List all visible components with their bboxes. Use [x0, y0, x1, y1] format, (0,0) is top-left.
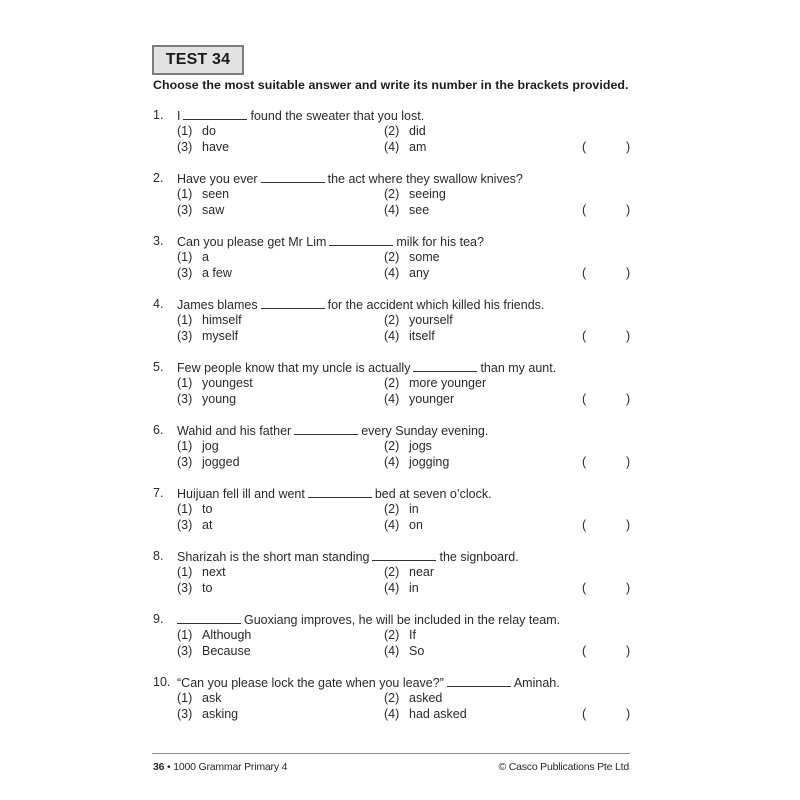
option-text: jogging: [409, 455, 450, 469]
option-2: [384, 439, 432, 453]
question-item: [0, 486, 800, 536]
option-label: (1): [177, 124, 193, 138]
stem-after-blank: for the accident which killed his friends.: [327, 298, 545, 312]
option-text: did: [409, 124, 426, 138]
option-text: asking: [202, 707, 239, 721]
stem-before-blank: Can you please get Mr Lim: [177, 235, 327, 249]
answer-bracket-field[interactable]: [590, 516, 622, 532]
question-item: [0, 234, 800, 284]
stem-after-blank: found the sweater that you lost.: [250, 109, 425, 123]
option-text: do: [202, 124, 216, 138]
option-label: (2): [384, 691, 400, 705]
option-text: see: [409, 203, 430, 217]
option-label: (3): [177, 455, 193, 469]
bracket-close: ): [626, 518, 631, 532]
option-text: at: [202, 518, 213, 532]
option-1: [177, 691, 221, 705]
option-label: (1): [177, 691, 193, 705]
answer-blank: [261, 171, 325, 183]
option-label: (3): [177, 707, 193, 721]
option-label: (4): [384, 581, 400, 595]
bracket-close: ): [626, 329, 631, 343]
option-1: [177, 376, 253, 390]
option-label: (1): [177, 502, 193, 516]
question-number: 6.: [153, 423, 164, 437]
option-2: [384, 250, 440, 264]
question-stem: [177, 612, 560, 627]
question-number: 8.: [153, 549, 164, 563]
option-label: (2): [384, 628, 400, 642]
question-item: [0, 675, 800, 725]
bracket-open: (: [582, 581, 587, 595]
option-4: [384, 266, 429, 280]
option-1: [177, 502, 212, 516]
bracket-close: ): [626, 707, 631, 721]
stem-after-blank: the signboard.: [439, 550, 519, 564]
question-number: 7.: [153, 486, 164, 500]
option-text: young: [202, 392, 237, 406]
option-text: had asked: [409, 707, 467, 721]
option-3: [177, 455, 240, 469]
question-item: [0, 171, 800, 221]
option-3: [177, 707, 238, 721]
footer-separator: •: [167, 761, 171, 773]
answer-bracket-field[interactable]: [590, 390, 622, 406]
option-text: asked: [409, 691, 443, 705]
bracket-open: (: [582, 455, 587, 469]
answer-bracket-field[interactable]: [590, 138, 622, 154]
option-text: Although: [202, 628, 252, 642]
answer-blank: [372, 549, 436, 561]
stem-before-blank: Sharizah is the short man standing: [177, 550, 370, 564]
instructions: Choose the most suitable answer and write its number in the brackets provided.: [153, 78, 629, 92]
book-title: 1000 Grammar Primary 4: [173, 761, 288, 773]
question-item: [0, 423, 800, 473]
option-4: [384, 455, 449, 469]
option-4: [384, 140, 426, 154]
question-number: 4.: [153, 297, 164, 311]
stem-after-blank: every Sunday evening.: [361, 424, 489, 438]
page-number: 36: [153, 761, 165, 773]
option-label: (3): [177, 581, 193, 595]
stem-after-blank: Aminah.: [513, 676, 560, 690]
answer-blank: [177, 612, 241, 624]
option-label: (1): [177, 565, 193, 579]
stem-before-blank: I: [177, 109, 181, 123]
option-1: [177, 187, 229, 201]
option-3: [177, 203, 224, 217]
option-text: to: [202, 581, 213, 595]
option-1: [177, 124, 216, 138]
option-text: in: [409, 581, 419, 595]
option-text: any: [409, 266, 430, 280]
option-label: (1): [177, 439, 193, 453]
option-text: So: [409, 644, 425, 658]
option-text: himself: [202, 313, 242, 327]
option-label: (4): [384, 707, 400, 721]
question-number: 3.: [153, 234, 164, 248]
option-2: [384, 124, 426, 138]
option-label: (2): [384, 502, 400, 516]
answer-blank: [329, 234, 393, 246]
stem-after-blank: than my aunt.: [480, 361, 557, 375]
option-text: jog: [202, 439, 219, 453]
stem-after-blank: bed at seven o’clock.: [374, 487, 492, 501]
answer-bracket-field[interactable]: [590, 579, 622, 595]
question-number: 2.: [153, 171, 164, 185]
answer-bracket-field[interactable]: [590, 264, 622, 280]
option-label: (2): [384, 376, 400, 390]
option-text: seeing: [409, 187, 446, 201]
option-3: [177, 266, 232, 280]
option-text: jogs: [409, 439, 432, 453]
question-number: 9.: [153, 612, 164, 626]
question-number: 5.: [153, 360, 164, 374]
option-label: (2): [384, 124, 400, 138]
option-1: [177, 250, 209, 264]
option-label: (3): [177, 203, 193, 217]
option-label: (2): [384, 187, 400, 201]
option-text: a: [202, 250, 209, 264]
option-label: (1): [177, 187, 193, 201]
question-item: [0, 612, 800, 662]
option-3: [177, 518, 212, 532]
stem-after-blank: the act where they swallow knives?: [327, 172, 523, 186]
answer-bracket-field[interactable]: [590, 642, 622, 658]
option-text: am: [409, 140, 427, 154]
option-2: [384, 376, 486, 390]
option-1: [177, 565, 226, 579]
question-stem: [177, 297, 544, 312]
option-3: [177, 392, 236, 406]
option-label: (2): [384, 250, 400, 264]
question-stem: [177, 234, 484, 249]
option-text: itself: [409, 329, 435, 343]
option-label: (2): [384, 313, 400, 327]
option-text: to: [202, 502, 213, 516]
question-item: [0, 549, 800, 599]
option-label: (3): [177, 644, 193, 658]
option-label: (1): [177, 628, 193, 642]
option-label: (2): [384, 565, 400, 579]
stem-after-blank: milk for his tea?: [396, 235, 484, 249]
option-label: (1): [177, 376, 193, 390]
question-number: 1.: [153, 108, 164, 122]
option-2: [384, 628, 416, 642]
option-text: ask: [202, 691, 222, 705]
option-text: more younger: [409, 376, 487, 390]
option-2: [384, 691, 442, 705]
option-text: youngest: [202, 376, 253, 390]
option-label: (4): [384, 392, 400, 406]
option-1: [177, 439, 219, 453]
option-label: (4): [384, 140, 400, 154]
question-stem: [177, 108, 424, 123]
option-text: in: [409, 502, 419, 516]
option-2: [384, 565, 434, 579]
option-3: [177, 581, 212, 595]
option-label: (1): [177, 250, 193, 264]
question-number: 10.: [153, 675, 171, 689]
option-text: younger: [409, 392, 455, 406]
option-label: (3): [177, 266, 193, 280]
option-label: (3): [177, 329, 193, 343]
option-text: some: [409, 250, 440, 264]
bracket-open: (: [582, 518, 587, 532]
option-text: jogged: [202, 455, 240, 469]
bracket-open: (: [582, 644, 587, 658]
option-text: near: [409, 565, 435, 579]
option-2: [384, 313, 453, 327]
option-4: [384, 392, 454, 406]
option-2: [384, 187, 446, 201]
option-1: [177, 628, 251, 642]
option-4: [384, 203, 429, 217]
stem-after-blank: Guoxiang improves, he will be included in the relay team.: [244, 613, 561, 627]
question-stem: [177, 675, 560, 690]
option-label: (4): [384, 644, 400, 658]
option-label: (3): [177, 518, 193, 532]
stem-before-blank: Few people know that my uncle is actually: [177, 361, 411, 375]
question-stem: [177, 549, 519, 564]
option-text: seen: [202, 187, 230, 201]
option-text: on: [409, 518, 423, 532]
question-item: [0, 360, 800, 410]
option-label: (1): [177, 313, 193, 327]
option-3: [177, 644, 251, 658]
question-stem: [177, 171, 523, 186]
option-text: myself: [202, 329, 239, 343]
test-title: TEST 34: [152, 45, 244, 75]
copyright: © Casco Publications Pte Ltd: [498, 761, 629, 773]
option-label: (3): [177, 392, 193, 406]
footer-divider: [152, 753, 630, 754]
bracket-close: ): [626, 140, 631, 154]
option-label: (4): [384, 266, 400, 280]
answer-bracket-field[interactable]: [590, 453, 622, 469]
answer-blank: [183, 108, 247, 120]
answer-blank: [413, 360, 477, 372]
option-2: [384, 502, 419, 516]
option-text: If: [409, 628, 416, 642]
footer-left: [153, 761, 287, 773]
bracket-open: (: [582, 707, 587, 721]
option-3: [177, 140, 229, 154]
answer-blank: [308, 486, 372, 498]
answer-bracket-field[interactable]: [590, 327, 622, 343]
question-stem: [177, 486, 492, 501]
bracket-open: (: [582, 266, 587, 280]
option-1: [177, 313, 242, 327]
option-text: a few: [202, 266, 232, 280]
bracket-open: (: [582, 140, 587, 154]
bracket-close: ): [626, 392, 631, 406]
option-text: have: [202, 140, 230, 154]
question-item: [0, 297, 800, 347]
stem-before-blank: Have you ever: [177, 172, 258, 186]
option-label: (4): [384, 203, 400, 217]
option-3: [177, 329, 238, 343]
question-item: [0, 108, 800, 158]
question-stem: [177, 360, 556, 375]
option-4: [384, 518, 423, 532]
bracket-close: ): [626, 203, 631, 217]
bracket-close: ): [626, 644, 631, 658]
option-text: yourself: [409, 313, 453, 327]
option-label: (2): [384, 439, 400, 453]
option-label: (3): [177, 140, 193, 154]
option-4: [384, 329, 435, 343]
option-label: (4): [384, 329, 400, 343]
stem-before-blank: Wahid and his father: [177, 424, 292, 438]
option-text: Because: [202, 644, 251, 658]
option-label: (4): [384, 455, 400, 469]
question-stem: [177, 423, 488, 438]
bracket-close: ): [626, 455, 631, 469]
option-text: saw: [202, 203, 225, 217]
bracket-open: (: [582, 329, 587, 343]
bracket-open: (: [582, 392, 587, 406]
bracket-close: ): [626, 581, 631, 595]
option-label: (4): [384, 518, 400, 532]
option-text: next: [202, 565, 226, 579]
answer-blank: [261, 297, 325, 309]
option-4: [384, 644, 424, 658]
answer-blank: [447, 675, 511, 687]
option-4: [384, 581, 419, 595]
stem-before-blank: Huijuan fell ill and went: [177, 487, 305, 501]
answer-blank: [294, 423, 358, 435]
stem-before-blank: James blames: [177, 298, 258, 312]
bracket-close: ): [626, 266, 631, 280]
bracket-open: (: [582, 203, 587, 217]
option-4: [384, 707, 467, 721]
answer-bracket-field[interactable]: [590, 705, 622, 721]
stem-before-blank: “Can you please lock the gate when you leave?”: [177, 676, 444, 690]
answer-bracket-field[interactable]: [590, 201, 622, 217]
